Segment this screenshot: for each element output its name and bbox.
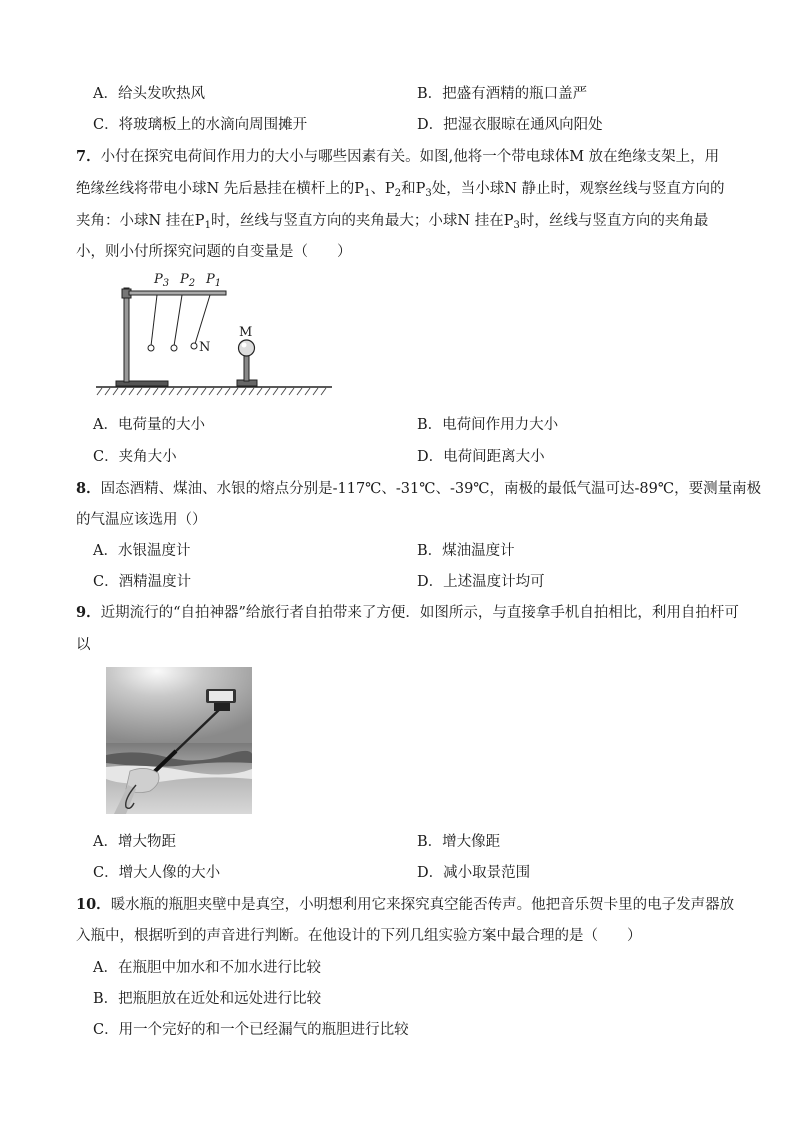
q6-option-c: C．将玻璃板上的水滴向周围摊开 <box>93 117 308 133</box>
label-p1: $P_1$ <box>206 272 222 289</box>
q9-line-1 <box>76 601 739 622</box>
q6-option-b: B．把盛有酒精的瓶口盖严 <box>417 86 588 102</box>
q7-number: 7． <box>76 148 101 165</box>
q8-option-a: A．水银温度计 <box>93 543 191 559</box>
label-m: M <box>239 325 253 340</box>
q7-line-2 <box>76 177 725 198</box>
q10-line-1 <box>76 893 734 914</box>
q8-option-d: D．上述温度计均可 <box>417 574 545 590</box>
q7-text-2d: 处，当小球N 静止时，观察丝线与竖直方向的 <box>431 181 725 197</box>
q7-line-1 <box>76 145 719 166</box>
q7-sub: 1 <box>204 220 211 231</box>
q10-option-b: B．把瓶胆放在近处和远处进行比较 <box>93 991 322 1007</box>
selfie-stick-photo <box>106 667 252 814</box>
q7-text-3c: 时，丝线与竖直方向的夹角最 <box>519 213 709 229</box>
label-p3: $P_3$ <box>154 272 170 289</box>
q7-sub: 3 <box>425 188 432 199</box>
q7-sub: 3 <box>513 220 520 231</box>
q9-line-2: 以 <box>76 637 91 653</box>
q7-text-1: 小付在探究电荷间作用力的大小与哪些因素有关。如图,他将一个带电球体M 放在绝缘支架上，用 <box>100 149 720 165</box>
q8-line-2: 的气温应该选用（） <box>76 512 207 528</box>
q9-text-1: 近期流行的“自拍神器”给旅行者自拍带来了方便．如图所示，与直接拿手机自拍相比，利用自拍杆可 <box>100 605 739 621</box>
selfie-stick-image <box>106 667 252 814</box>
q8-text-1: 固态酒精、煤油、水银的熔点分别是-117℃、-31℃、-39℃，南极的最低气温可达-89℃，要测量南极 <box>100 481 762 497</box>
q9-option-b: B．增大像距 <box>417 834 501 850</box>
label-n: N <box>199 340 211 355</box>
q9-option-c: C．增大人像的大小 <box>93 865 221 881</box>
q10-text-1: 暖水瓶的瓶胆夹壁中是真空，小明想利用它来探究真空能否传声。他把音乐贺卡里的电子发声器放 <box>110 897 735 913</box>
q7-sub: 2 <box>394 188 402 199</box>
q8-line-1 <box>76 477 761 498</box>
q7-line-4: 小，则小付所探究问题的自变量是（ ） <box>76 244 352 260</box>
q10-option-c: C．用一个完好的和一个已经漏气的瓶胆进行比较 <box>93 1022 409 1038</box>
q7-sub: 1 <box>364 188 371 199</box>
q6-option-d: D．把湿衣服晾在通风向阳处 <box>417 117 603 133</box>
q7-text-2c: 和P <box>401 181 426 197</box>
q9-option-d: D．减小取景范围 <box>417 865 531 881</box>
q6-option-a: A．给头发吹热风 <box>93 86 205 102</box>
q7-text-3a: 夹角：小球N 挂在P <box>76 213 205 229</box>
q8-number: 8． <box>76 480 101 497</box>
q9-number: 9． <box>76 604 101 621</box>
label-p2: $P_2$ <box>180 272 196 289</box>
q10-number: 10． <box>76 896 111 913</box>
q10-option-a: A．在瓶胆中加水和不加水进行比较 <box>93 960 321 976</box>
q7-option-d: D．电荷间距离大小 <box>417 449 545 465</box>
q9-option-a: A．增大物距 <box>93 834 176 850</box>
q7-text-2b: 、P <box>370 181 395 197</box>
q8-option-c: C．酒精温度计 <box>93 574 192 590</box>
q7-option-a: A．电荷量的大小 <box>93 417 205 433</box>
q7-option-c: C．夹角大小 <box>93 449 177 465</box>
q8-option-b: B．煤油温度计 <box>417 543 515 559</box>
q10-line-2: 入瓶中，根据听到的声音进行判断。在他设计的下列几组实验方案中最合理的是（ ） <box>76 928 642 944</box>
q7-figure <box>96 268 336 398</box>
q7-line-3 <box>76 209 708 230</box>
q7-text-2a: 绝缘丝线将带电小球N 先后悬挂在横杆上的P <box>76 181 365 197</box>
q7-option-b: B．电荷间作用力大小 <box>417 417 559 433</box>
q7-text-3b: 时，丝线与竖直方向的夹角最大；小球N 挂在P <box>210 213 514 229</box>
